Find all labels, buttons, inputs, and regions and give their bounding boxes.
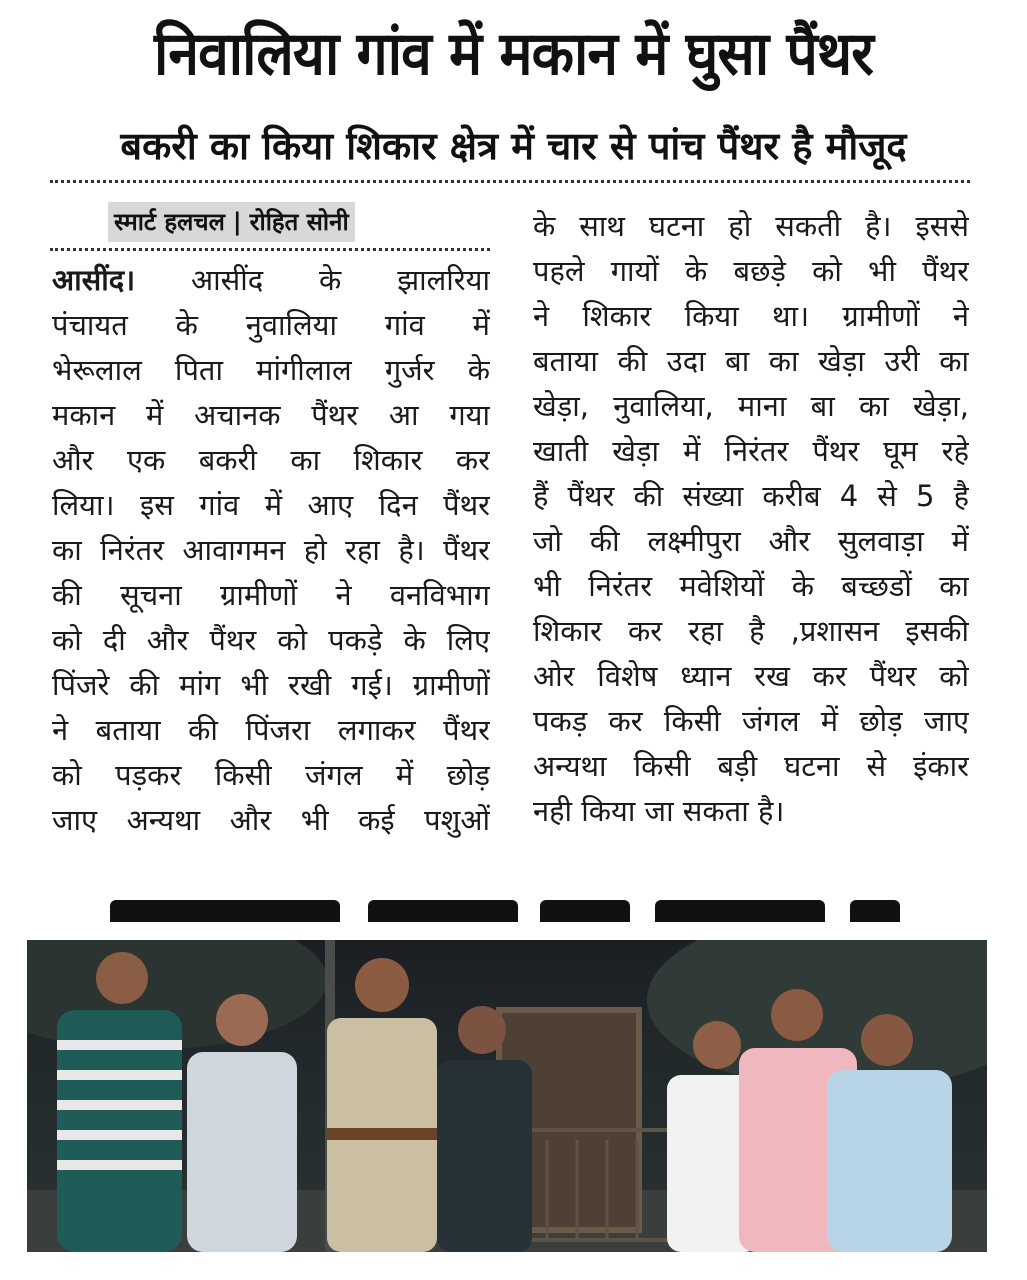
column-line: खाती खेड़ा में निरंतर पैंथर घूम रहे [533,434,969,468]
column-line: खेड़ा, नुवालिया, माना बा का खेड़ा, [533,389,969,423]
column-line: जाए अन्यथा और भी कई पशुओं [52,803,490,837]
column-line: अन्यथा किसी बड़ी घटना से इंकार [533,749,969,783]
column-line: हैं पैंथर की संख्या करीब 4 से 5 है [533,479,969,513]
column-line: के साथ घटना हो सकती है। इससे [533,209,969,243]
dateline: आसींद। [52,263,136,297]
column-line: और एक बकरी का शिकार कर [52,443,490,477]
column-line: भी निरंतर मवेशियों के बच्छडों का [533,569,969,603]
byline [108,202,355,242]
person-figure [327,958,437,1252]
column-line: पंचायत के नुवालिया गांव में [52,308,490,342]
column-line: को दी और पैंथर को पकड़े के लिए [52,623,490,657]
article-column-left [52,258,490,843]
byline-separator: | [232,208,242,236]
news-photo-illustration [27,940,987,1252]
column-line: पकड़ कर किसी जंगल में छोड़ जाए [533,704,969,738]
column-line: ओर विशेष ध्यान रख कर पैंथर को [533,659,969,693]
column-line: नही किया जा सकता है। [533,794,785,828]
column-line: ने बताया की पिंजरा लगाकर पैंथर [52,713,490,747]
subheadline: बकरी का किया शिकार क्षेत्र में चार से पांच पैंथर है मौजूद [120,124,907,168]
headline: निवालिया गांव में मकान में घुसा पैंथर [154,19,873,89]
byline-reporter: रोहित सोनी [249,208,349,236]
byline-publication: स्मार्ट हलचल [114,208,225,236]
news-photo [27,940,987,1252]
column-line: बताया की उदा बा का खेड़ा उरी का [533,344,969,378]
article-column-right [533,204,969,834]
column-line: लिया। इस गांव में आए दिन पैंथर [52,488,490,522]
column-line: मकान में अचानक पैंथर आ गया [52,398,490,432]
column-line: ने शिकार किया था। ग्रामीणों ने [533,299,969,333]
column-line: जो की लक्ष्मीपुरा और सुलवाड़ा में [533,524,969,558]
column-line-text: आसींद के झालरिया [191,263,490,297]
column-line [52,258,490,303]
headline-divider [50,180,970,183]
byline-divider [50,248,490,251]
column-line: को पड़कर किसी जंगल में छोड़ [52,758,490,792]
column-line: का निरंतर आवागमन हो रहा है। पैंथर [52,533,490,567]
column-line: शिकार कर रहा है ,प्रशासन इसकी [533,614,969,648]
column-line: पहले गायों के बछड़े को भी पैंथर [533,254,969,288]
column-line: पिंजरे की मांग भी रखी गई। ग्रामीणों [52,668,490,702]
column-line: भेरूलाल पिता मांगीलाल गुर्जर के [52,353,490,387]
next-article-headline-cutoff [110,880,910,942]
column-line: की सूचना ग्रामीणों ने वनविभाग [52,578,490,612]
